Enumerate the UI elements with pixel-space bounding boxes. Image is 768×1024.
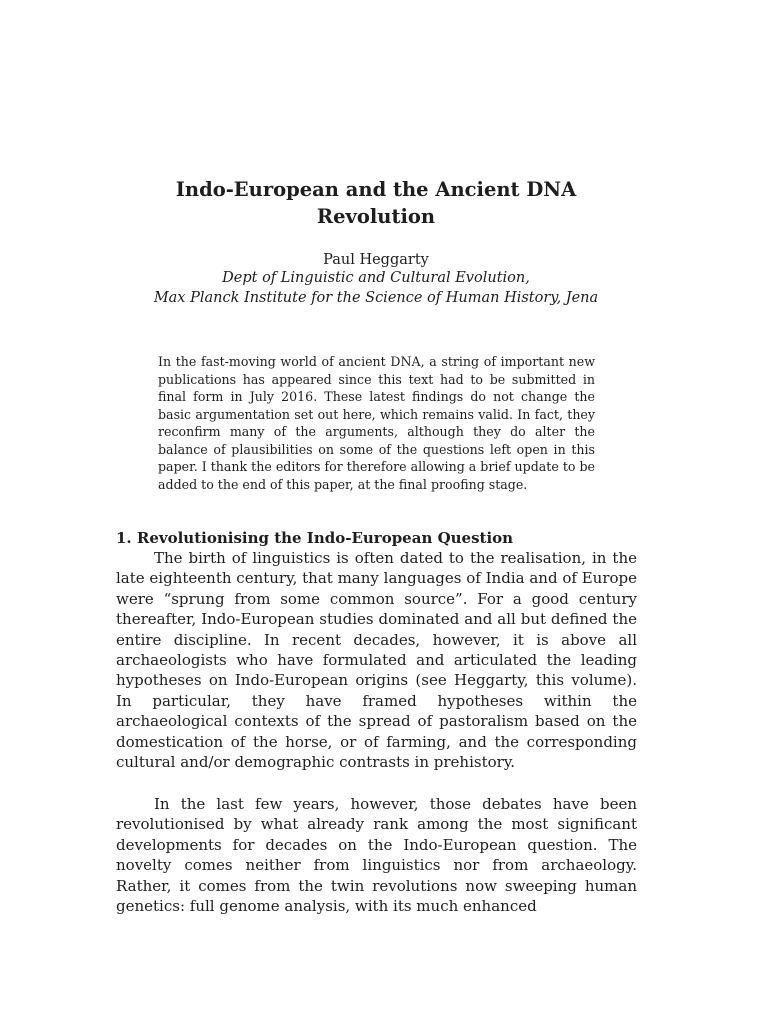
body-paragraph: The birth of linguistics is often dated to the realisation, in the late eighteenth century, that many languages of India and of Europe were “sprung from some common source”. For a good century thereafter, Indo-European studies dominated and all but defined the entire discipline. In recent decades, however, it is above all archaeologists who have formulated and articulated the leading hypotheses on Indo-European origins (see Heggarty, this volume). In particular, they have framed hypotheses within the archaeological contexts of the spread of pastoralism based on the domestication of the horse, or of farming, and the corresponding cultural and/or demographic contrasts in prehistory. <box>116 549 637 772</box>
paper-title: Indo-European and the Ancient DNA Revolution <box>175 178 577 228</box>
author-affiliation-institute: Max Planck Institute for the Science of Human History, Jena <box>153 290 599 306</box>
section-heading: 1. Revolutionising the Indo-European Question <box>116 529 514 547</box>
body-paragraph: In the last few years, however, those debates have been revolutionised by what already rank among the most significant developments for decades on the Indo-European question. The novelty comes neither from linguistics nor from archaeology. Rather, it comes from the twin revolutions now sweeping human genetics: full genome analysis, with its much enhanced <box>116 795 637 916</box>
abstract-note: In the fast-moving world of ancient DNA, a string of important new publications has appeared since this text had to be submitted in final form in July 2016. These latest findings do not change the basic argumentation set out here, which remains valid. In fact, they reconfirm many of the arguments, although they do alter the balance of plausibilities on some of the questions left open in this paper. I thank the editors for therefore allowing a brief update to be added to the end of this paper, at the final proofing stage. <box>158 354 595 492</box>
author-name: Paul Heggarty <box>323 252 429 268</box>
author-affiliation-department: Dept of Linguistic and Cultural Evolution, <box>222 270 530 286</box>
